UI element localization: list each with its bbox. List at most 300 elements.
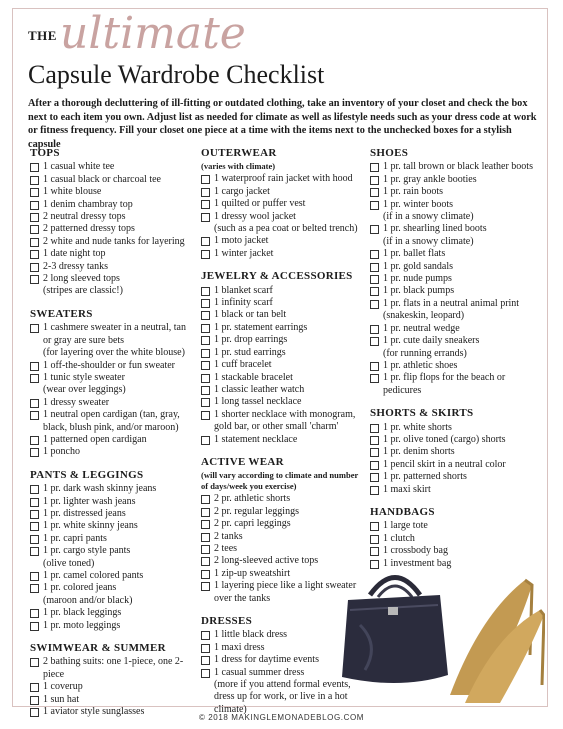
checklist-item[interactable] [201, 409, 361, 434]
column-3 [370, 147, 535, 580]
item-text: 1 pr. dark wash skinny jeans [43, 483, 157, 495]
checklist-item[interactable] [201, 384, 361, 396]
item-text: 1 pr. denim shorts [383, 446, 455, 458]
checkbox[interactable] [30, 225, 39, 234]
checklist-item-label [214, 506, 361, 518]
item-text: 1 pr. tall brown or black leather boots [383, 161, 533, 173]
checklist-item-label [214, 384, 361, 396]
item-text: 1 clutch [383, 532, 415, 544]
checklist-item-label [214, 493, 361, 505]
checklist-item-label [214, 285, 361, 297]
checklist-item[interactable] [370, 520, 535, 532]
item-text: 1 pr. flats in a neutral animal print (snakeskin, leopard) [383, 297, 520, 322]
checkbox[interactable] [370, 535, 379, 544]
checklist-item-label [43, 545, 188, 570]
checklist-item[interactable] [30, 186, 188, 198]
checklist-item-label [43, 174, 188, 186]
item-text: 1 pr. drop earrings [214, 334, 288, 346]
checkbox[interactable] [370, 300, 379, 309]
checkbox[interactable] [370, 337, 379, 346]
item-note: (more if you attend formal events, dress up for work, or live in a hot climate) [214, 679, 351, 715]
checklist-item[interactable] [370, 471, 535, 483]
checkbox[interactable] [370, 225, 379, 234]
item-text: 1 crossbody bag [383, 545, 448, 557]
checkbox[interactable] [30, 547, 39, 556]
checkbox[interactable] [30, 584, 39, 593]
checkbox[interactable] [201, 644, 210, 653]
handbag-and-heels-illustration [320, 555, 545, 705]
item-text: 1 statement necklace [214, 433, 298, 445]
checklist-item-label [383, 434, 535, 446]
item-text: 1 tunic style sweater [43, 371, 125, 383]
checklist-item[interactable] [370, 434, 535, 446]
checkbox[interactable] [370, 250, 379, 259]
checklist-item[interactable] [30, 496, 188, 508]
checkbox[interactable] [201, 508, 210, 517]
checklist-item[interactable] [30, 681, 188, 693]
checklist-item[interactable] [201, 359, 361, 371]
checkbox[interactable] [30, 622, 39, 631]
checklist-item[interactable] [370, 285, 535, 297]
checklist-item-label [43, 681, 188, 693]
item-text: 1 pr. nude pumps [383, 273, 452, 285]
checkbox[interactable] [370, 436, 379, 445]
checklist-item[interactable] [30, 211, 188, 223]
checklist-item-label [214, 543, 361, 555]
item-note: (for running errands) [383, 347, 467, 359]
checklist-item-label [43, 607, 188, 619]
item-text: 1 maxi skirt [383, 483, 431, 495]
checklist-item[interactable] [370, 186, 535, 198]
item-text: 1 pr. statement earrings [214, 321, 308, 333]
item-text: 1 winter jacket [214, 247, 274, 259]
checklist-item[interactable] [201, 285, 361, 297]
checkbox[interactable] [30, 572, 39, 581]
checklist-item[interactable] [30, 261, 188, 273]
checkbox[interactable] [201, 386, 210, 395]
checkbox[interactable] [30, 263, 39, 272]
checkbox[interactable] [201, 533, 210, 542]
item-text: 2 patterned dressy tops [43, 223, 135, 235]
checklist-item[interactable] [201, 518, 361, 530]
checkbox[interactable] [30, 176, 39, 185]
checkbox[interactable] [201, 520, 210, 529]
checkbox[interactable] [30, 436, 39, 445]
checkbox[interactable] [30, 510, 39, 519]
checkbox[interactable] [30, 498, 39, 507]
checklist-item[interactable] [30, 620, 188, 632]
checkbox[interactable] [370, 201, 379, 210]
checkbox[interactable] [201, 582, 210, 591]
checklist-item[interactable] [30, 508, 188, 520]
checklist-item[interactable] [201, 334, 361, 346]
checklist-item-label [43, 483, 188, 495]
checkbox[interactable] [30, 201, 39, 210]
checklist-item[interactable] [201, 396, 361, 408]
item-text: 1 dressy sweater [43, 396, 110, 408]
checklist-item-label [43, 570, 188, 582]
checkbox[interactable] [370, 263, 379, 272]
checkbox[interactable] [201, 175, 210, 184]
item-text: 1 casual black or charcoal tee [43, 173, 161, 185]
checklist-item[interactable] [370, 484, 535, 496]
checkbox[interactable] [370, 486, 379, 495]
checkbox[interactable] [201, 631, 210, 640]
checklist-item-label [43, 261, 188, 273]
checklist-item-label [214, 186, 361, 198]
item-note: (stripes are classic!) [43, 285, 123, 297]
checklist-item-label [214, 235, 361, 247]
checklist-item[interactable] [30, 360, 188, 372]
checkbox[interactable] [201, 495, 210, 504]
checklist-item-label [383, 186, 535, 198]
item-text: 1 denim chambray top [43, 198, 133, 210]
item-text: 1 black or tan belt [214, 309, 287, 321]
item-text: 1 dressy wool jacket [214, 210, 296, 222]
item-text: 1 pencil skirt in a neutral color [383, 458, 506, 470]
section-title: DRESSES [201, 615, 253, 627]
checklist-item-label [383, 298, 535, 323]
checklist-item[interactable] [30, 248, 188, 260]
checklist-item[interactable] [370, 161, 535, 173]
item-text: 1 pr. cargo style pants [43, 545, 131, 557]
column-1 [30, 147, 188, 728]
checkbox[interactable] [30, 399, 39, 408]
checklist-item[interactable] [30, 533, 188, 545]
checklist-item[interactable] [370, 261, 535, 273]
checkbox[interactable] [201, 411, 210, 420]
checklist-item[interactable] [30, 174, 188, 186]
checklist-item-label [383, 174, 535, 186]
checklist-item-label [43, 248, 188, 260]
checklist-item-label [383, 372, 535, 397]
item-text: 2-3 dressy tanks [43, 260, 108, 272]
checkbox[interactable] [370, 424, 379, 433]
checklist-item-label [383, 285, 535, 297]
checklist-item-label [43, 199, 188, 211]
title-script: ultimate [60, 8, 246, 59]
checkbox[interactable] [201, 237, 210, 246]
checkbox[interactable] [201, 557, 210, 566]
checkbox[interactable] [201, 436, 210, 445]
item-text: 1 pr. capri pants [43, 532, 107, 544]
checkbox[interactable] [201, 545, 210, 554]
checkbox[interactable] [201, 669, 210, 678]
checklist-item-label [43, 322, 188, 359]
checklist-item[interactable] [370, 335, 535, 360]
checklist-item-label [214, 173, 361, 185]
item-text: 1 pr. white skinny jeans [43, 520, 138, 532]
section-pants [30, 469, 188, 632]
checklist-item[interactable] [370, 174, 535, 186]
checklist-item-label [43, 186, 188, 198]
checklist-item[interactable] [201, 235, 361, 247]
checklist-item[interactable] [370, 446, 535, 458]
checklist-item-label [43, 434, 188, 446]
item-text: 1 shorter necklace with monogram, gold bar, or other small 'charm' [214, 408, 356, 433]
item-text: 2 white and nude tanks for layering [43, 235, 185, 247]
checklist-item[interactable] [370, 223, 535, 248]
item-text: 1 cuff bracelet [214, 359, 272, 371]
checklist-item[interactable] [370, 360, 535, 372]
item-text: 1 pr. ballet flats [383, 248, 446, 260]
checkbox[interactable] [201, 656, 210, 665]
checklist-item[interactable] [30, 656, 188, 681]
checklist-item-label [214, 334, 361, 346]
item-text: 1 infinity scarf [214, 297, 273, 309]
checklist-item-label [383, 323, 535, 335]
checklist-item[interactable] [30, 223, 188, 235]
checklist-item-label [43, 620, 188, 632]
item-text: 2 tees [214, 542, 238, 554]
checkbox[interactable] [201, 311, 210, 320]
checklist-item-label [383, 261, 535, 273]
checklist-item[interactable] [370, 273, 535, 285]
checklist-item-label [43, 409, 188, 434]
section-shorts [370, 407, 535, 496]
item-text: 1 pr. white shorts [383, 421, 452, 433]
item-text: 2 neutral dressy tops [43, 211, 126, 223]
item-text: 1 pr. cute daily sneakers [383, 335, 480, 347]
checklist-item[interactable] [30, 199, 188, 211]
checklist-item-label [43, 223, 188, 235]
checklist-item[interactable] [370, 372, 535, 397]
checklist-item[interactable] [30, 273, 188, 298]
checklist-item[interactable] [201, 493, 361, 505]
checkbox[interactable] [370, 188, 379, 197]
checkbox[interactable] [370, 287, 379, 296]
checkbox[interactable] [30, 696, 39, 705]
checklist-item-label [214, 434, 361, 446]
item-text: 1 pr. rain boots [383, 186, 443, 198]
checkbox[interactable] [201, 200, 210, 209]
checkbox[interactable] [30, 163, 39, 172]
checklist-item-label [214, 248, 361, 260]
checklist-item[interactable] [370, 533, 535, 545]
checklist-item-label [43, 360, 188, 372]
checklist-item-label [383, 459, 535, 471]
section-jewelry [201, 270, 361, 446]
checklist-item-label [43, 446, 188, 458]
checkbox[interactable] [370, 325, 379, 334]
item-text: 1 neutral open cardigan (tan, gray, black, blush pink, and/or maroon) [43, 409, 180, 433]
section-title: SWEATERS [30, 307, 93, 320]
checklist-item[interactable] [201, 186, 361, 198]
checklist-item-label [383, 422, 535, 434]
item-text: 1 pr. gray ankle booties [383, 173, 477, 185]
checklist-item-label [214, 322, 361, 334]
checkbox[interactable] [201, 299, 210, 308]
checkbox[interactable] [30, 362, 39, 371]
checkbox[interactable] [201, 374, 210, 383]
checklist-item[interactable] [201, 506, 361, 518]
item-note: (if in a snowy climate) [383, 211, 474, 223]
title-prefix: THE [28, 28, 57, 43]
checkbox[interactable] [30, 609, 39, 618]
section-note: (varies with climate) [201, 161, 276, 172]
item-text: 1 large tote [383, 520, 428, 532]
checklist-item-label [383, 520, 535, 532]
section-note: (will vary according to climate and number of days/week you exercise) [201, 470, 359, 492]
checkbox[interactable] [30, 683, 39, 692]
checklist-item-label [214, 531, 361, 543]
checklist-item[interactable] [201, 347, 361, 359]
checklist-item[interactable] [30, 607, 188, 619]
item-text: 1 pr. gold sandals [383, 260, 453, 272]
checklist-item[interactable] [30, 409, 188, 434]
checklist-item[interactable] [201, 543, 361, 555]
checkbox[interactable] [201, 570, 210, 579]
checklist-item[interactable] [201, 198, 361, 210]
checklist-item-label [43, 694, 188, 706]
item-text: 1 pr. lighter wash jeans [43, 495, 136, 507]
section-swimwear [30, 642, 188, 718]
item-text: 1 poncho [43, 446, 80, 458]
checkbox[interactable] [370, 275, 379, 284]
checklist-item-label [43, 372, 188, 397]
checklist-item-label [383, 484, 535, 496]
checklist-item[interactable] [30, 446, 188, 458]
checkbox[interactable] [30, 658, 39, 667]
checklist-item[interactable] [30, 520, 188, 532]
section-sweaters [30, 308, 188, 459]
checkbox[interactable] [30, 188, 39, 197]
item-note: (if in a snowy climate) [383, 235, 474, 247]
item-text: 1 pr. olive toned (cargo) shorts [383, 433, 506, 445]
checkbox[interactable] [30, 275, 39, 284]
item-note: (maroon and/or black) [43, 594, 133, 606]
checklist-item-label [214, 409, 361, 434]
checkbox[interactable] [370, 374, 379, 383]
item-text: 1 pr. winter boots [383, 198, 453, 210]
checkbox[interactable] [201, 361, 210, 370]
item-text: 1 blanket scarf [214, 284, 273, 296]
checkbox[interactable] [30, 238, 39, 247]
checkbox[interactable] [30, 324, 39, 333]
checklist-item[interactable] [201, 434, 361, 446]
checkbox[interactable] [201, 250, 210, 259]
checkbox[interactable] [370, 448, 379, 457]
checkbox[interactable] [30, 250, 39, 259]
checkbox[interactable] [201, 188, 210, 197]
item-text: 1 pr. moto leggings [43, 619, 121, 631]
checklist-item[interactable] [201, 211, 361, 236]
item-text: 2 pr. regular leggings [214, 505, 299, 517]
item-text: 1 pr. athletic shoes [383, 359, 458, 371]
checklist-item-label [214, 372, 361, 384]
checkbox[interactable] [201, 398, 210, 407]
section-outerwear [201, 147, 361, 260]
checklist-item[interactable] [30, 322, 188, 359]
item-text: 1 maxi dress [214, 641, 265, 653]
checkbox[interactable] [201, 349, 210, 358]
checkbox[interactable] [30, 485, 39, 494]
checkbox[interactable] [30, 535, 39, 544]
item-text: 1 patterned open cardigan [43, 433, 147, 445]
checkbox[interactable] [30, 374, 39, 383]
checklist-item-label [214, 347, 361, 359]
item-text: 1 pr. flip flops for the beach or pedicures [383, 372, 506, 396]
item-text: 1 pr. neutral wedge [383, 322, 460, 334]
checkbox[interactable] [30, 411, 39, 420]
checkbox[interactable] [201, 336, 210, 345]
checklist-item[interactable] [201, 173, 361, 185]
checklist-item[interactable] [30, 236, 188, 248]
checklist-item-label [383, 533, 535, 545]
item-text: 1 sun hat [43, 693, 80, 705]
section-title: PANTS & LEGGINGS [30, 468, 144, 481]
checkbox[interactable] [30, 448, 39, 457]
checklist-item[interactable] [30, 570, 188, 582]
checklist-item[interactable] [201, 297, 361, 309]
checklist-item[interactable] [30, 372, 188, 397]
checklist-item[interactable] [30, 545, 188, 570]
checkbox[interactable] [370, 461, 379, 470]
item-text: 1 aviator style sunglasses [43, 706, 145, 718]
item-text: 2 pr. athletic shorts [214, 493, 291, 505]
checklist-item[interactable] [370, 459, 535, 471]
item-text: 1 quilted or puffer vest [214, 198, 306, 210]
checklist-item[interactable] [201, 248, 361, 260]
checklist-item[interactable] [30, 161, 188, 173]
handbag-image [342, 578, 448, 684]
checklist-item[interactable] [30, 483, 188, 495]
checklist-item[interactable] [370, 248, 535, 260]
checklist-item[interactable] [30, 582, 188, 607]
checkbox[interactable] [370, 176, 379, 185]
checkbox[interactable] [30, 213, 39, 222]
checkbox[interactable] [370, 522, 379, 531]
checklist-item[interactable] [370, 199, 535, 224]
section-title: SHOES [370, 147, 409, 159]
checklist-item[interactable] [201, 309, 361, 321]
section-title: ACTIVE WEAR [201, 455, 284, 468]
checklist-item[interactable] [201, 322, 361, 334]
checklist-item-label [214, 359, 361, 371]
checklist-item-label [43, 273, 188, 298]
checklist-item[interactable] [370, 298, 535, 323]
item-text: 1 pr. camel colored pants [43, 570, 144, 581]
checklist-item[interactable] [30, 434, 188, 446]
item-note: (such as a pea coat or belted trench) [214, 223, 358, 235]
checklist-item[interactable] [370, 422, 535, 434]
checklist-item[interactable] [370, 323, 535, 335]
checklist-item-label [43, 520, 188, 532]
checkbox[interactable] [370, 473, 379, 482]
checklist-item-label [383, 223, 535, 248]
item-text: 1 stackable bracelet [214, 371, 293, 383]
checklist-item[interactable] [201, 531, 361, 543]
checklist-item[interactable] [201, 372, 361, 384]
checklist-item[interactable] [30, 694, 188, 706]
item-text: 1 cargo jacket [214, 185, 270, 197]
item-text: 1 off-the-shoulder or fun sweater [43, 359, 175, 371]
checkbox[interactable] [201, 287, 210, 296]
checkbox[interactable] [201, 213, 210, 222]
item-note: (olive toned) [43, 557, 95, 569]
checkbox[interactable] [30, 522, 39, 531]
item-text: 2 long sleeved tops [43, 273, 120, 285]
checkbox[interactable] [201, 324, 210, 333]
checkbox[interactable] [370, 163, 379, 172]
checklist-item-label [383, 446, 535, 458]
checklist-item-label [383, 248, 535, 260]
section-tops [30, 147, 188, 298]
checklist-item[interactable] [30, 397, 188, 409]
checkbox[interactable] [370, 362, 379, 371]
section-shoes [370, 147, 535, 397]
item-text: 1 casual white tee [43, 161, 115, 173]
